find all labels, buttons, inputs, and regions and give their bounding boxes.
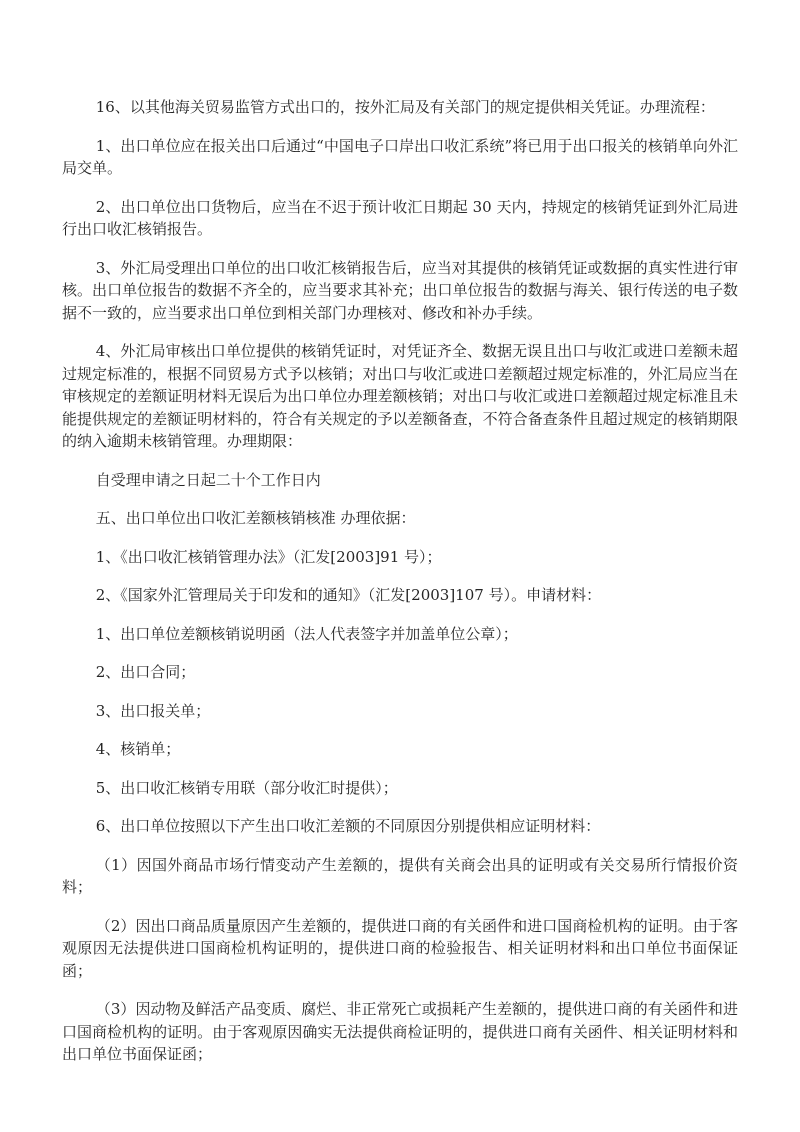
- paragraph: 1、《出口收汇核销管理办法》（汇发[2003]91 号）；: [95, 547, 442, 566]
- paragraph: 2、《国家外汇管理局关于印发和的通知》（汇发[2003]107 号）。申请材料：: [95, 586, 602, 604]
- paragraph: 五、出口单位出口收汇差额核销核准 办理依据：: [95, 509, 416, 527]
- paragraph: 1、出口单位差额核销说明函（法人代表签字并加盖单位公章）；: [95, 624, 518, 643]
- paragraph: 16、以其他海关贸易监管方式出口的，按外汇局及有关部门的规定提供相关凭证。办理流程：: [95, 98, 715, 116]
- paragraph: 3、出口报关单；: [95, 701, 211, 720]
- paragraph: 4、外汇局审核出口单位提供的核销凭证时，对凭证齐全、数据无误且出口与收汇或进口差额未超过规定标准的，根据不同贸易方式予以核销；对出口与收汇或进口差额超过规定标准的，外汇局应当在审核规定的差额证明材料无误后为出口单位办理差额核销；对出口与收汇或进口差额超过规定标准且未能提供规定的差额证明材料的，符合有关规定的予以差额备查，不符合备查条件且超过规定的核销期限的纳入逾期未核销管理。办理期限：: [62, 342, 738, 450]
- paragraph: 2、出口合同；: [95, 663, 196, 681]
- paragraph: 5、出口收汇核销专用联（部分收汇时提供）；: [95, 778, 398, 797]
- paragraph: （3）因动物及鲜活产品变质、腐烂、非正常死亡或损耗产生差额的，提供进口商的有关函件和进口国商检机构的证明。由于客观原因确实无法提供商检证明的，提供进口商有关函件、相关证明材料和出口单位书面保证函；: [62, 1000, 738, 1063]
- paragraph: 1、出口单位应在报关出口后通过“中国电子口岸出口收汇系统”将已用于出口报关的核销单向外汇局交单。: [62, 136, 738, 177]
- paragraph: （2）因出口商品质量原因产生差额的，提供进口商的有关函件和进口国商检机构的证明。由于客观原因无法提供进口国商检机构证明的，提供进口商的检验报告、相关证明材料和出口单位书面保证函；: [62, 916, 738, 980]
- paragraph: 3、外汇局受理出口单位的出口收汇核销报告后，应当对其提供的核销凭证或数据的真实性进行审核。出口单位报告的数据不齐全的，应当要求其补充；出口单位报告的数据与海关、银行传送的电子数据不一致的，应当要求出口单位到相关部门办理核对、修改和补办手续。: [62, 258, 738, 322]
- paragraph: （1）因国外商品市场行情变动产生差额的，提供有关商会出具的证明或有关交易所行情报价资料；: [62, 855, 738, 896]
- paragraph: 4、核销单；: [95, 740, 181, 758]
- paragraph: 6、出口单位按照以下产生出口收汇差额的不同原因分别提供相应证明材料：: [95, 817, 601, 835]
- paragraph: 2、出口单位出口货物后，应当在不迟于预计收汇日期起 30 天内，持规定的核销凭证到外汇局进行出口收汇核销报告。: [62, 197, 738, 238]
- document-body: [62, 96, 738, 1066]
- paragraph: 自受理申请之日起二十个工作日内: [95, 470, 321, 489]
